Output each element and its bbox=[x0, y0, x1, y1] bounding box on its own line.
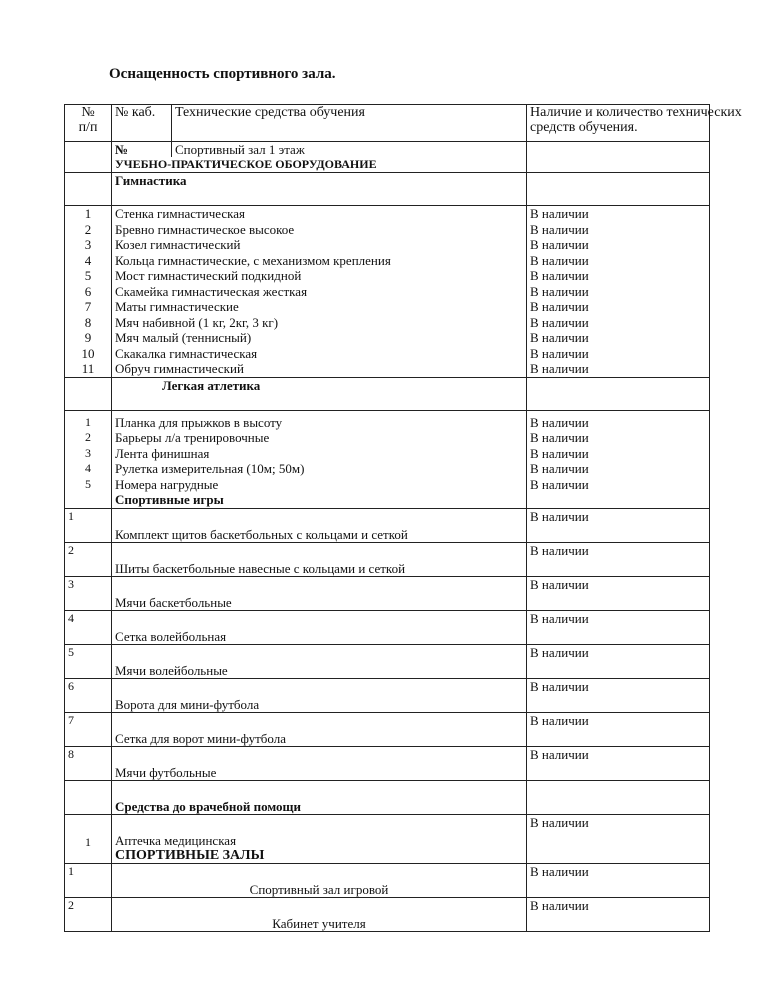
row-num: 8 bbox=[65, 746, 112, 780]
table-row bbox=[65, 897, 710, 931]
list-item-num: 1 bbox=[85, 414, 91, 429]
row-name: Мячи футбольные bbox=[112, 746, 527, 780]
availability-value: В наличии bbox=[530, 476, 589, 492]
availability-value: В наличии bbox=[527, 644, 710, 678]
availability-value: В наличии bbox=[527, 542, 710, 576]
list-item-num: 1 bbox=[84, 206, 92, 221]
table-header-row bbox=[65, 105, 710, 142]
list-item-name: Обруч гимнастический bbox=[115, 361, 244, 376]
availability-value: В наличии bbox=[530, 252, 589, 268]
athletics-nums bbox=[65, 410, 112, 508]
table-row bbox=[65, 610, 710, 644]
gymnastics-list-row bbox=[65, 206, 710, 378]
first-aid-cell bbox=[112, 814, 527, 863]
header-num-cell bbox=[65, 105, 112, 142]
list-item-num: 2 bbox=[84, 221, 92, 237]
table-row bbox=[65, 508, 710, 542]
availability-value: В наличии bbox=[527, 610, 710, 644]
availability-value: В наличии bbox=[530, 268, 589, 283]
row-name: Кабинет учителя bbox=[112, 897, 527, 931]
availability-value: В наличии bbox=[527, 814, 710, 863]
availability-value: В наличии bbox=[530, 430, 589, 445]
gymnastics-heading: Гимнастика bbox=[112, 173, 527, 206]
list-item-name: Кольца гимнастические, с механизмом крепления bbox=[115, 252, 391, 268]
list-item-name: Скакалка гимнастическая bbox=[115, 345, 258, 361]
list-item-name: Скамейка гимнастическая жесткая bbox=[115, 283, 308, 299]
list-item-num: 5 bbox=[85, 476, 91, 491]
cabinet-row bbox=[65, 142, 710, 158]
first-aid-heading: Средства до врачебной помощи bbox=[112, 780, 527, 814]
row-name: Шиты баскетбольные навесные с кольцами и сеткой bbox=[112, 542, 527, 576]
header-avail-cell bbox=[527, 105, 742, 142]
row-name: Аптечка медицинская bbox=[115, 832, 237, 848]
list-item-num: 7 bbox=[84, 299, 92, 314]
availability-value: В наличии bbox=[527, 678, 710, 712]
header-cab-cell: № каб. bbox=[112, 105, 172, 142]
gymnastics-nums bbox=[65, 206, 112, 378]
cabinet-num: № bbox=[112, 142, 172, 158]
gymnastics-avail bbox=[527, 206, 710, 378]
list-item-name: Маты гимнастические bbox=[115, 299, 239, 314]
availability-value: В наличии bbox=[530, 361, 589, 376]
equipment-heading: УЧЕБНО-ПРАКТИЧЕСКОЕ ОБОРУДОВАНИЕ bbox=[112, 157, 527, 173]
availability-value: В наличии bbox=[530, 461, 589, 476]
row-num: 2 bbox=[65, 897, 112, 931]
list-item-name: Номера нагрудные bbox=[115, 476, 219, 492]
list-item-num: 3 bbox=[84, 237, 92, 252]
list-item-num: 2 bbox=[85, 430, 91, 444]
athletics-items bbox=[112, 410, 527, 508]
athletics-list-row bbox=[65, 410, 710, 508]
halls-heading: СПОРТИВНЫЕ ЗАЛЫ bbox=[115, 847, 265, 863]
row-num: 7 bbox=[65, 712, 112, 746]
row-name: Мячи волейбольные bbox=[112, 644, 527, 678]
availability-value: В наличии bbox=[530, 445, 589, 461]
games-heading: Спортивные игры bbox=[115, 492, 224, 507]
row-name: Комплект щитов баскетбольных с кольцами и сеткой bbox=[112, 508, 527, 542]
table-row bbox=[65, 644, 710, 678]
row-name: Ворота для мини-футбола bbox=[112, 678, 527, 712]
availability-value: В наличии bbox=[530, 414, 589, 430]
availability-value: В наличии bbox=[530, 345, 589, 361]
list-item-name: Рулетка измерительная (10м; 50м) bbox=[115, 461, 305, 476]
equipment-table bbox=[64, 104, 742, 932]
availability-value: В наличии bbox=[530, 283, 589, 299]
table-row bbox=[65, 746, 710, 780]
table-row bbox=[65, 678, 710, 712]
list-item-num: 9 bbox=[84, 330, 92, 345]
athletics-heading-row bbox=[65, 377, 710, 410]
first-aid-heading-row bbox=[65, 780, 710, 814]
list-item-num: 4 bbox=[85, 461, 91, 475]
gymnastics-items bbox=[112, 206, 527, 378]
list-item-name: Бревно гимнастическое высокое bbox=[115, 221, 295, 237]
row-num: 4 bbox=[65, 610, 112, 644]
availability-value: В наличии bbox=[530, 221, 589, 237]
availability-value: В наличии bbox=[527, 508, 710, 542]
list-item-num: 5 bbox=[84, 268, 92, 283]
list-item-name: Козел гимнастический bbox=[115, 237, 241, 252]
first-aid-row bbox=[65, 814, 710, 863]
row-num: 1 bbox=[65, 814, 112, 863]
row-name: Сетка волейбольная bbox=[112, 610, 527, 644]
row-num: 3 bbox=[65, 576, 112, 610]
table-row bbox=[65, 576, 710, 610]
header-name-cell: Технические средства обучения bbox=[172, 105, 527, 142]
row-name: Мячи баскетбольные bbox=[112, 576, 527, 610]
availability-value: В наличии bbox=[530, 206, 589, 221]
availability-value: В наличии bbox=[527, 863, 710, 897]
row-name: Сетка для ворот мини-футбола bbox=[112, 712, 527, 746]
list-item-num: 8 bbox=[84, 314, 92, 330]
availability-value: В наличии bbox=[527, 746, 710, 780]
availability-value: В наличии bbox=[530, 330, 589, 345]
document-title: Оснащенность спортивного зала. bbox=[109, 66, 336, 82]
list-item-num: 4 bbox=[84, 252, 92, 268]
athletics-heading: Легкая атлетика bbox=[112, 377, 527, 410]
row-num: 6 bbox=[65, 678, 112, 712]
table-row bbox=[65, 542, 710, 576]
availability-value: В наличии bbox=[527, 576, 710, 610]
list-item-name: Мяч набивной (1 кг, 2кг, 3 кг) bbox=[115, 314, 279, 330]
row-num: 1 bbox=[65, 508, 112, 542]
cabinet-name: Спортивный зал 1 этаж bbox=[172, 142, 527, 158]
gymnastics-heading-row bbox=[65, 173, 710, 206]
table-row bbox=[65, 863, 710, 897]
header-avail-label-1: Наличие и количество технических bbox=[530, 105, 742, 120]
header-num-label: № bbox=[81, 105, 95, 120]
list-item-num: 6 bbox=[84, 283, 92, 299]
list-item-num: 10 bbox=[81, 345, 95, 361]
list-item-num: 3 bbox=[85, 445, 91, 460]
availability-value: В наличии bbox=[527, 897, 710, 931]
list-item-name: Планка для прыжков в высоту bbox=[115, 414, 283, 430]
availability-value: В наличии bbox=[530, 237, 589, 252]
list-item-name: Барьеры л/а тренировочные bbox=[115, 430, 270, 445]
row-name: Спортивный зал игровой bbox=[112, 863, 527, 897]
list-item-name: Стенка гимнастическая bbox=[115, 206, 245, 221]
list-item-num: 11 bbox=[81, 361, 95, 376]
list-item-name: Мяч малый (теннисный) bbox=[115, 330, 252, 345]
row-num: 5 bbox=[65, 644, 112, 678]
availability-value: В наличии bbox=[530, 314, 589, 330]
athletics-avail bbox=[527, 410, 710, 508]
row-num: 1 bbox=[65, 863, 112, 897]
table-row bbox=[65, 712, 710, 746]
availability-value: В наличии bbox=[527, 712, 710, 746]
list-item-name: Мост гимнастический подкидной bbox=[115, 268, 302, 283]
list-item-name: Лента финишная bbox=[115, 445, 210, 461]
header-avail-label-2: средств обучения. bbox=[530, 120, 638, 135]
row-num: 2 bbox=[65, 542, 112, 576]
header-pp-label: п/п bbox=[78, 120, 98, 135]
availability-value: В наличии bbox=[530, 299, 589, 314]
